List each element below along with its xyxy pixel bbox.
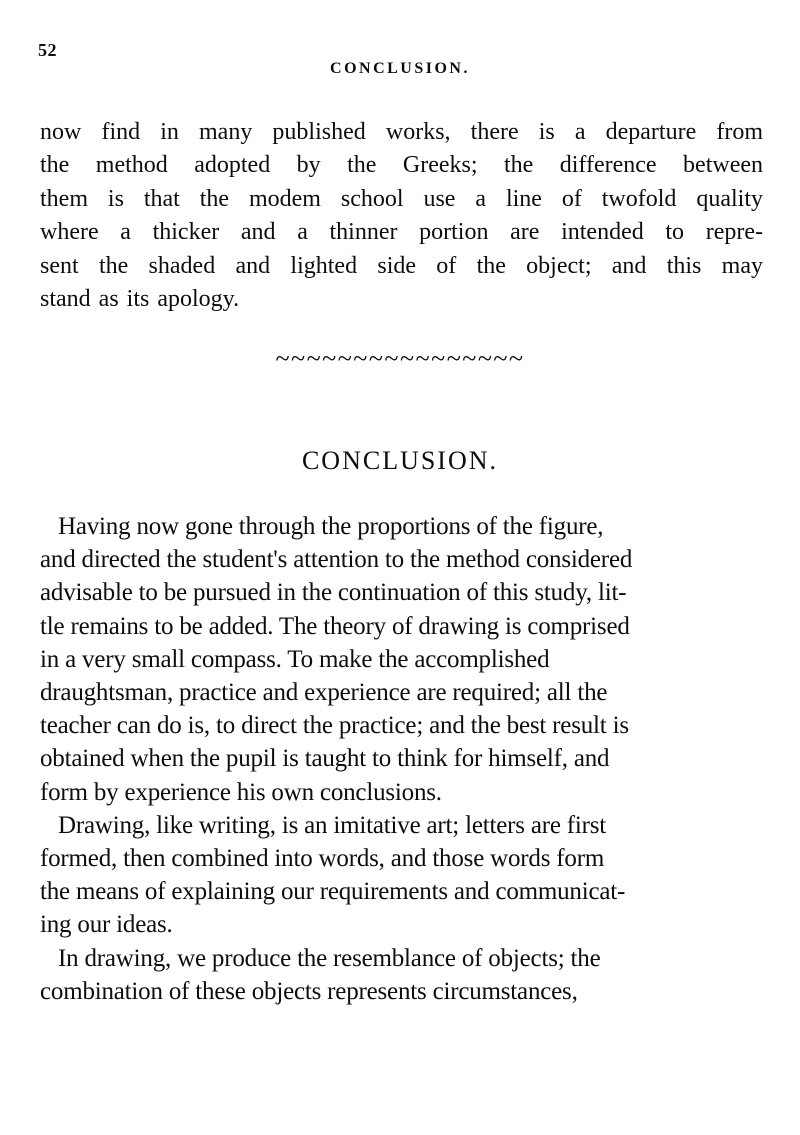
running-head: CONCLUSION. bbox=[330, 60, 470, 77]
text-line: form by experience his own conclusions. bbox=[40, 778, 442, 806]
text-line: Drawing, like writing, is an imitative art; letters are first bbox=[58, 811, 607, 839]
text-line: obtained when the pupil is taught to think for himself, and bbox=[40, 745, 610, 773]
text-line: where a thicker and a thinner portion are intended to repre- bbox=[40, 219, 763, 246]
text-line: now find in many published works, there is a departure from bbox=[40, 119, 763, 145]
text-line: advisable to be pursued in the continuation of this study, lit- bbox=[40, 579, 627, 607]
section-heading: CONCLUSION. bbox=[301, 446, 499, 475]
text-line: and directed the student's attention to the method considered bbox=[40, 546, 633, 574]
text-line: In drawing, we produce the resemblance of objects; the bbox=[58, 944, 601, 972]
text-line: the means of explaining our requirements and communicat- bbox=[40, 878, 626, 906]
tilde-separator: ~~~~~~~~~~~~~~~~ bbox=[275, 344, 525, 373]
text-line: sent the shaded and lighted side of the object; and this may bbox=[40, 252, 763, 279]
text-line: tle remains to be added. The theory of drawing is comprised bbox=[40, 612, 630, 640]
text-line: combination of these objects represents circumstances, bbox=[40, 977, 578, 1005]
text-line: them is that the modem school use a line of twofold quality bbox=[40, 185, 763, 212]
text-line: formed, then combined into words, and those words form bbox=[40, 845, 605, 873]
intro-paragraph bbox=[40, 116, 763, 316]
page-number: 52 bbox=[38, 40, 57, 60]
text-line: the method adopted by the Greeks; the difference between bbox=[40, 152, 763, 179]
text-line: in a very small compass. To make the accomplished bbox=[40, 645, 550, 673]
text-line: ing our ideas. bbox=[40, 911, 173, 939]
conclusion-body bbox=[40, 510, 763, 1008]
text-line: Having now gone through the proportions of the figure, bbox=[58, 513, 604, 540]
text-line: teacher can do is, to direct the practice; and the best result is bbox=[40, 712, 629, 740]
text-line: draughtsman, practice and experience are required; all the bbox=[40, 679, 608, 707]
text-line: stand as its apology. bbox=[40, 286, 240, 313]
